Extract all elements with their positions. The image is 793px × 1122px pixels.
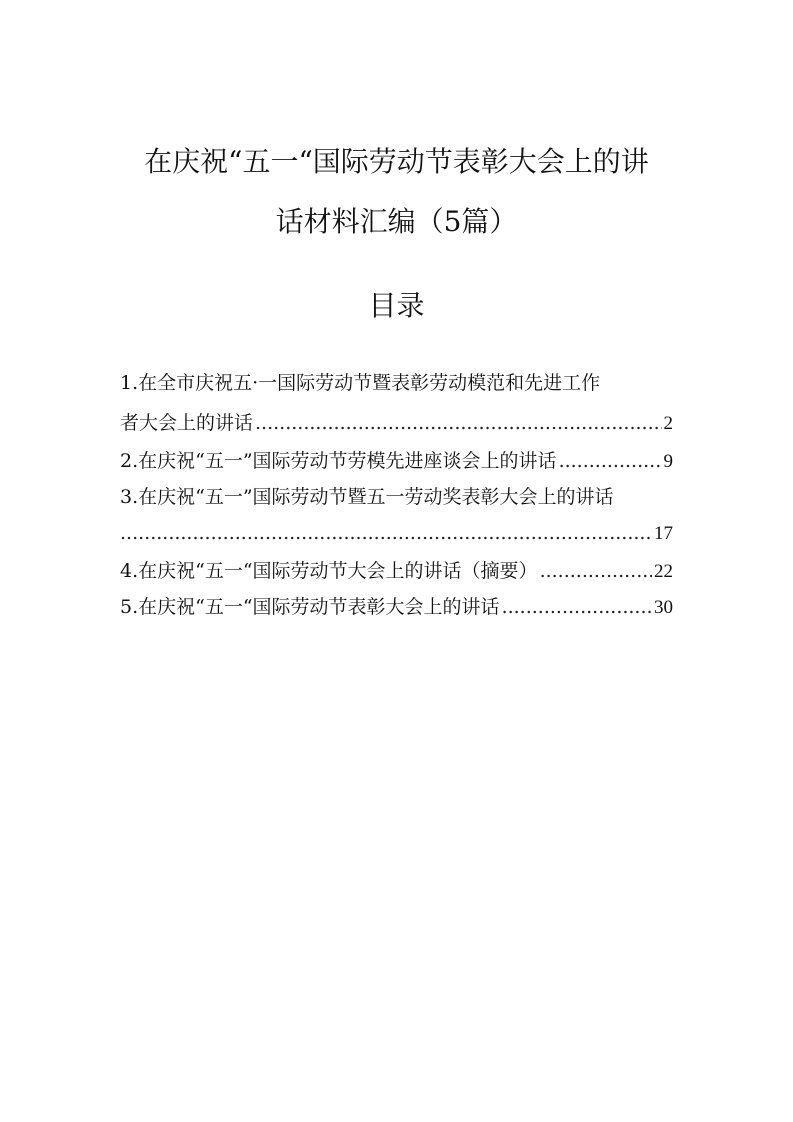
toc-entry-3-line-1[interactable]: 3.在庆祝“五一”国际劳动节暨五一劳动奖表彰大会上的讲话 (120, 486, 614, 508)
document-title-line-1: 在庆祝“五一“国际劳动节表彰大会上的讲 (144, 145, 649, 178)
toc-entry-2[interactable] (120, 446, 673, 476)
toc-entry-1[interactable] (120, 408, 673, 438)
toc-entry-3-page: 17 (654, 523, 673, 544)
toc-entry-2-page: 9 (663, 451, 673, 472)
document-title-line-2: 话材料汇编（5篇） (275, 205, 518, 238)
toc-leader-dots (255, 408, 661, 438)
toc-entry-5[interactable] (120, 592, 673, 622)
toc-leader-dots (559, 446, 662, 476)
toc-entry-5-text: 5.在庆祝“五一“国际劳动节表彰大会上的讲话 (120, 596, 500, 618)
toc-leader-dots (540, 556, 652, 586)
toc-entry-1-line-2: 者大会上的讲话 (120, 412, 254, 434)
toc-entry-2-text: 2.在庆祝“五一”国际劳动节劳模先进座谈会上的讲话 (120, 450, 557, 472)
toc-entry-5-page: 30 (654, 597, 673, 618)
toc-entry-3[interactable] (120, 518, 673, 548)
toc-leader-dots (502, 592, 652, 622)
toc-leader-dots (120, 518, 652, 548)
toc-entry-4-page: 22 (654, 561, 673, 582)
toc-heading: 目录 (368, 289, 425, 322)
toc-entry-1-page: 2 (663, 413, 673, 434)
toc-entry-4[interactable] (120, 556, 673, 586)
toc-entry-1-line-1[interactable]: 1.在全市庆祝五·一国际劳动节暨表彰劳动模范和先进工作 (120, 372, 601, 394)
toc-entry-4-text: 4.在庆祝“五一“国际劳动节大会上的讲话（摘要） (120, 560, 538, 582)
